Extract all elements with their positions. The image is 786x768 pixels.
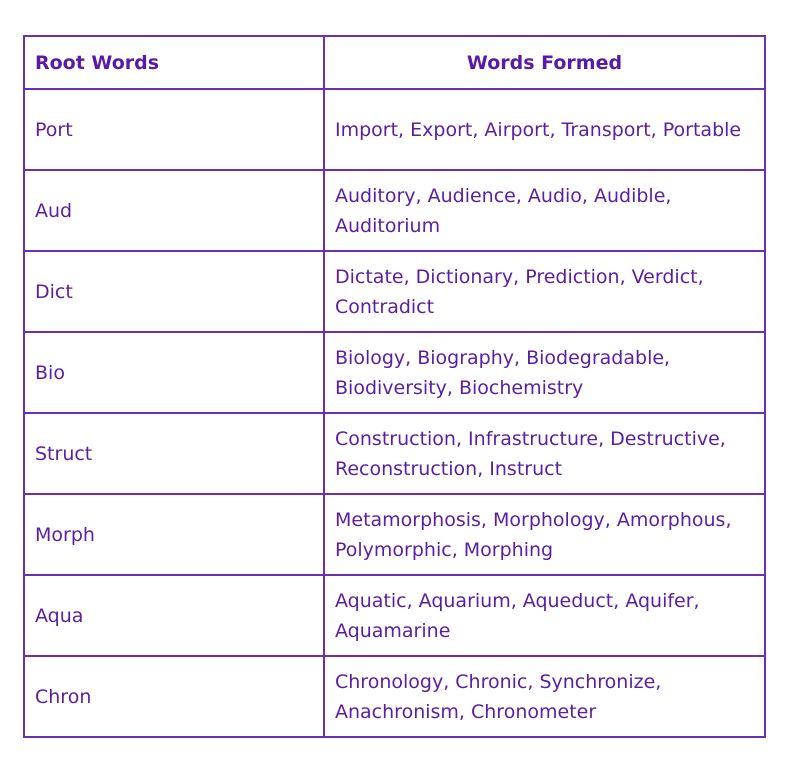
- words-formed-cell: Aquatic, Aquarium, Aqueduct, Aquifer, Aquamarine: [324, 575, 765, 656]
- root-word-cell: Struct: [24, 413, 324, 494]
- table-row: [24, 575, 765, 656]
- root-word-cell: Bio: [24, 332, 324, 413]
- table-row: [24, 251, 765, 332]
- root-word-cell: Chron: [24, 656, 324, 737]
- table-row: [24, 89, 765, 170]
- root-word-cell: Morph: [24, 494, 324, 575]
- words-formed-header: Words Formed: [324, 36, 765, 89]
- root-words-table: [23, 35, 766, 738]
- words-formed-cell: Biology, Biography, Biodegradable, Biodiversity, Biochemistry: [324, 332, 765, 413]
- words-formed-cell: Metamorphosis, Morphology, Amorphous, Polymorphic, Morphing: [324, 494, 765, 575]
- words-formed-cell: Import, Export, Airport, Transport, Portable: [324, 89, 765, 170]
- table-row: [24, 494, 765, 575]
- table-row: [24, 332, 765, 413]
- root-word-cell: Aud: [24, 170, 324, 251]
- root-words-table-container: [23, 35, 766, 738]
- words-formed-cell: Chronology, Chronic, Synchronize, Anachronism, Chronometer: [324, 656, 765, 737]
- table-row: [24, 656, 765, 737]
- root-word-cell: Aqua: [24, 575, 324, 656]
- words-formed-cell: Auditory, Audience, Audio, Audible, Auditorium: [324, 170, 765, 251]
- table-row: [24, 170, 765, 251]
- table-header-row: [24, 36, 765, 89]
- words-formed-cell: Dictate, Dictionary, Prediction, Verdict, Contradict: [324, 251, 765, 332]
- root-words-header: Root Words: [24, 36, 324, 89]
- table-row: [24, 413, 765, 494]
- root-word-cell: Port: [24, 89, 324, 170]
- root-word-cell: Dict: [24, 251, 324, 332]
- words-formed-cell: Construction, Infrastructure, Destructive, Reconstruction, Instruct: [324, 413, 765, 494]
